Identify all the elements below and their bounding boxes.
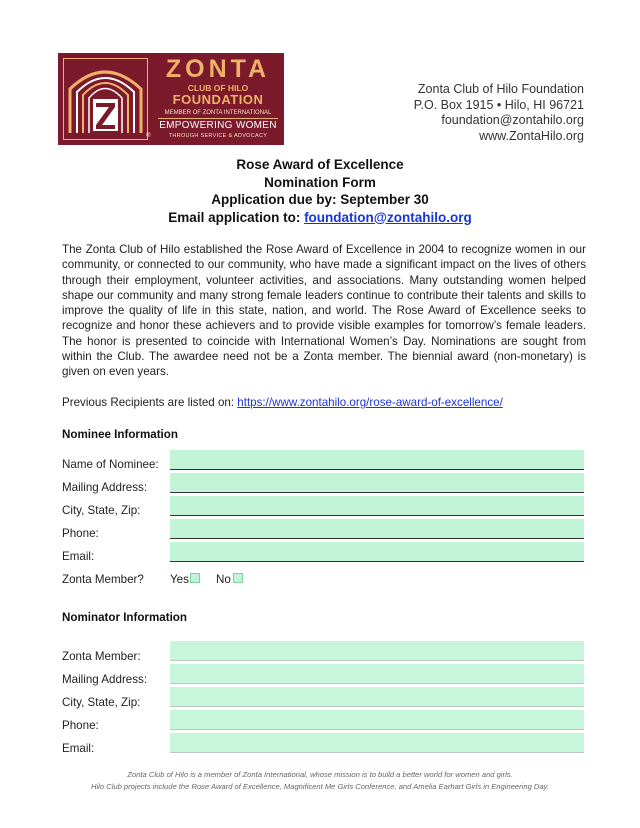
- nominee-member-label: Zonta Member?: [62, 573, 144, 586]
- nominee-heading: Nominee Information: [62, 428, 178, 441]
- nominee-mailing-field[interactable]: [170, 473, 584, 493]
- logo-member-text: MEMBER OF ZONTA INTERNATIONAL: [164, 110, 272, 116]
- intro-paragraph: The Zonta Club of Hilo established the Rose Award of Excellence in 2004 to recognize women in our community, or connected to our community, who have made a significant impact on the lives of others through their employment, volunteer activities, and associations. Many outstanding women helped shape our community and many strong female leaders continue to contribute their talents and skills to improve the quality of life in this state, nation, and world. The Rose Award of Excellence seeks to recognize and honor these achievers and to provide visible examples for tomorrow’s female leaders. The honor is presented to coincide with International Women’s Day. Nominations are sought from within the Club. The awardee need not be a Zonta member. The biennial award (non-monetary) is given on even years.: [62, 243, 586, 379]
- logo-wordmark: [155, 53, 281, 145]
- logo-zonta-text: ZONTA: [165, 55, 271, 83]
- title-email-prefix: Email application to:: [168, 209, 305, 225]
- footer-mission: Zonta Club of Hilo is a member of Zonta International, whose mission is to build a better world for women and girls.: [127, 770, 513, 779]
- title-due-date: Application due by: September 30: [211, 192, 429, 207]
- nominator-mailing-label: Mailing Address:: [62, 673, 148, 686]
- member-yes-checkbox[interactable]: [190, 573, 200, 583]
- nominator-email-field[interactable]: [170, 733, 584, 753]
- nominator-city-field[interactable]: [170, 687, 584, 707]
- nominee-city-label: City, State, Zip:: [62, 504, 141, 517]
- address-org: Zonta Club of Hilo Foundation: [417, 82, 584, 96]
- recipients-link[interactable]: https://www.zontahilo.org/rose-award-of-excellence/: [237, 396, 503, 409]
- nominator-member-label: Zonta Member:: [62, 650, 141, 663]
- nominee-email-field[interactable]: [170, 542, 584, 562]
- nominator-heading: Nominator Information: [62, 611, 187, 624]
- nominee-name-label: Name of Nominee:: [62, 458, 159, 471]
- nominator-mailing-field[interactable]: [170, 664, 584, 684]
- title-form: Nomination Form: [264, 174, 376, 190]
- footer-projects: Hilo Club projects include the Rose Award of Excellence, Magnificent Me Girls Conference, and Amelia Earhart Girls in Engineering Day.: [91, 782, 549, 791]
- form-title: [0, 156, 640, 226]
- title-award: Rose Award of Excellence: [236, 157, 404, 172]
- nominee-email-label: Email:: [62, 550, 95, 563]
- logo-divider: [158, 118, 278, 119]
- zonta-logo: [58, 53, 284, 145]
- logo-through-text: THROUGH SERVICE & ADVOCACY: [168, 133, 268, 139]
- nominee-phone-field[interactable]: [170, 519, 584, 539]
- title-email-line: [0, 209, 640, 227]
- nominee-city-field[interactable]: [170, 496, 584, 516]
- nominee-mailing-label: Mailing Address:: [62, 481, 148, 494]
- address-email: foundation@zontahilo.org: [441, 113, 584, 127]
- previous-recipients: [62, 396, 503, 409]
- address-website: www.ZontaHilo.org: [479, 128, 584, 143]
- logo-empower-text: EMPOWERING WOMEN: [159, 120, 277, 131]
- logo-club-text: CLUB OF HILO: [187, 83, 249, 93]
- member-yes-label: Yes: [170, 573, 189, 586]
- nominator-city-label: City, State, Zip:: [62, 696, 141, 709]
- zonta-emblem-icon: [63, 58, 151, 140]
- member-no-checkbox[interactable]: [233, 573, 243, 583]
- nominator-email-label: Email:: [62, 742, 95, 755]
- member-no-label: No: [216, 573, 231, 586]
- logo-registered-mark: ®: [146, 133, 151, 139]
- title-email-link[interactable]: foundation@zontahilo.org: [304, 209, 472, 225]
- logo-foundation-text: FOUNDATION: [172, 92, 264, 107]
- nominator-member-field[interactable]: [170, 641, 584, 661]
- nominee-phone-label: Phone:: [62, 527, 99, 540]
- address-po-box: P.O. Box 1915 • Hilo, HI 96721: [413, 97, 584, 112]
- nominator-phone-label: Phone:: [62, 719, 99, 732]
- recipients-prefix: Previous Recipients are listed on:: [62, 396, 238, 409]
- nominator-phone-field[interactable]: [170, 710, 584, 730]
- nominee-name-field[interactable]: [170, 450, 584, 470]
- org-address: [414, 82, 584, 144]
